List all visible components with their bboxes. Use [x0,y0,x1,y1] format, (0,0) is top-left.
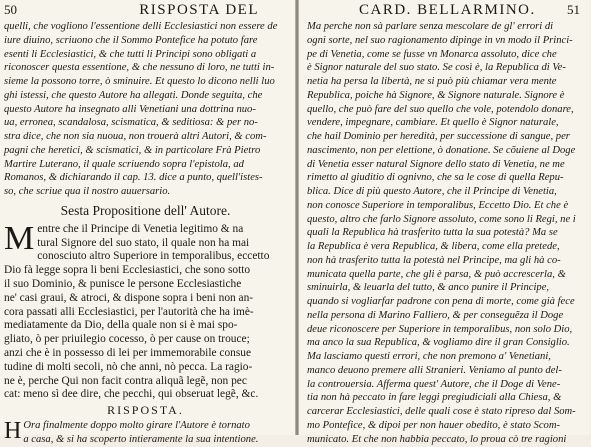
text-line: conosciuto altro Superiore in temporalibus, eccetto [37,250,270,263]
text-line: non conosce Superiore in temporalibus, Eccetto Dio. Et che è [307,199,569,211]
text-line: deue riconoscere per Superiore in temporalibus, non solo Dio, [307,323,573,335]
text-line: iure diuino, scriuono che il Sommo Pontefice ha potuto fare [4,34,258,46]
text-line: municata quella parte, che gli è parsa, & può accrescerla, & [307,268,566,280]
text-line: pagni che heretici, & scismatici, & in particolare Frà Pietro [4,144,261,156]
text-line: so, che scriue qua il nostro auuersario. [4,186,171,197]
text-line: ogni sorte, nel suo ragionamento dipinge in vn modo il Princi- [307,34,573,46]
text-line: nascimento, non per elettione, ò donatione. Se cõuiene al Doge [307,144,576,156]
text-line: il suo Dominio, & punisce le persone Ecclesiastiche [4,277,242,290]
text-line: Ma perche non sà parlare senza mescolare de gl' errori di [307,21,554,32]
text-line: è Signor naturale del suo stato. Se così è, la Republica di Ve- [307,62,566,74]
text-line: Ma lasciamo questi errori, che non premono a' Venetiani, [307,351,551,362]
text-line: ghi istessi, che questo Autore ha allegati. Donde seguita, che [4,89,263,101]
right-running-title: CARD. BELLARMINO. [359,1,536,18]
right-paragraph [299,20,582,446]
text-line: Dio fà legge sopra li beni Ecclesiastici, che sono sotto [4,264,251,277]
text-line: ua, erronea, scandalosa, scismatica, & seditiosa: & per no- [4,117,258,129]
text-line: blica. Dice di più questo Autore, che il Principe di Venetia, [307,186,557,197]
left-page-header [4,0,287,20]
text-line: pe di Venetia, come se fusse vn Monarca assoluto, dice che [307,48,557,60]
drop-cap-h: H [4,418,22,445]
reply-heading: RISPOSTA. [107,403,184,418]
text-line: Ora finalmente doppo molto girare l'Autore è tornato [23,420,250,432]
text-line: la Republica è vera Republica, & libera, come ella pretede, [307,241,560,252]
text-line: questo Autore ha insegnato alli Venetiani una dottrina nuo- [4,103,256,115]
text-line: rimetto al giuditio di ognivno, che sa le cose di quella Repu- [307,172,564,184]
text-line: questo, altro che farlo Signore assoluto, come sono li Regi, ne i [307,213,576,225]
text-line: mo Pontefice, & dipoi per non hauer obedito, è stato Scom- [307,419,561,431]
left-page-number: 50 [4,2,17,17]
text-line: sminuirla, & leuarla del tutto, & anco punire il Principe, [307,282,550,294]
text-line: quando si vogliarfar padrone con pena di morte, come già fece [307,296,575,307]
text-line: quello, che può fare del suo quello che vole, potendolo donare, [307,103,574,115]
section-heading: Sesta Propositione dell' Autore. [60,202,231,218]
text-line: tia non hà peccato in fare leggi pregiudiciali alla Chiesa, & [307,392,562,404]
text-line: sieme la possono torre, ò sminuire. Et questo lo dicono nelli luo [4,76,275,87]
text-line: che hail Dominio per heredità, per successione di sangue, per [307,131,570,142]
text-line: mediatamente da Dio, della quale non si è mai spo- [4,319,238,332]
left-paragraph-1 [4,20,287,199]
left-paragraph-3 [4,419,287,447]
text-line: gliato, ò per priuilegio cocesso, ò per cause on trouce; [4,333,250,346]
text-line: tural Signore del suo stato, il quale non ha mai [37,236,250,249]
text-line: la controuersia. Afferma quest' Autore, che il Doge di Vene- [307,378,561,390]
text-line: di Venetia esser natural Signore dello stato di Venetia, ne me [307,158,565,170]
left-running-title: RISPOSTA DEL [139,1,259,18]
right-page [299,0,590,445]
text-line: entre che il Principe di Venetia legitimo & na [37,222,244,235]
text-line: manco deuono premere alli Stranieri. Veniamo al punto del- [307,364,562,376]
text-line: anzi che è in possesso di lei per immemorabile consue [4,346,252,359]
text-line: Republica, poiche hà Signore, & Signore naturale. Signore è [307,89,565,101]
drop-cap-m: M [4,219,35,257]
text-line: stra dice, che non sia nuoua, non trouerà altri Autori, & com- [4,131,267,142]
text-line: vendere, impegnare, cambiare. Et quello è Signor naturale, [307,117,559,129]
text-line: riconoscer questa essentione, & che nessuno di loro, ne tutti in- [4,62,275,74]
left-page [0,0,295,445]
text-line: quelli, che vogliono l'essentione delli Ecclesiastici non essere de [4,21,278,32]
text-line: ne è, perche Qui non facit contra aliquã legẽ, non pec [4,374,247,387]
right-page-header [299,0,580,20]
text-line: a casa, & si ha scoperto intieramente la sua intentione. [23,433,259,445]
text-line: Martire Luterano, il quale scriuendo sopra l'epistola, ad [4,158,244,170]
text-line: tudine di molti secoli, nò che anni, nò pecca. La ragio- [4,360,253,373]
text-line: cat: meno sì dee dire, che pecchi, qui obseruat legẽ, &c. [4,388,259,401]
text-line: ne' casi graui, & atroci, & dispone sopra i beni non an- [4,291,254,304]
text-line: Romanos, & dichiarando il cap. 13. dice a punto, quell'istes- [4,172,263,184]
text-line: netia ha persa la libertà, ne si può più chiamar vera mente [307,76,557,87]
right-page-number: 51 [567,2,580,17]
text-line: non hà trasferito tutta la potestà nel Principe, ma gli hà co- [307,254,561,266]
text-line: esenti li Ecclesiastici, & che tutti li Principi sono obligati a [4,48,257,60]
text-line: ma anco la sua Republica, & vogliamo dire il gran Consiglio. [307,337,570,349]
text-line: cora passati alli Ecclesiastici, per l'autorità che ha imè- [4,305,254,318]
text-line: carcerar Ecclesiastici, delle quali cose è stato ripreso dal Som- [307,406,576,417]
text-line: quali la Republica hà trasferito tutta la sua potestà? Ma se [307,227,558,239]
left-paragraph-2 [4,219,287,402]
text-line: municato. Et che non habbia peccato, lo proua cò tre ragioni [307,433,567,445]
text-line: nella persona di Marino Falliero, & per conseguẽza il Doge [307,309,564,321]
